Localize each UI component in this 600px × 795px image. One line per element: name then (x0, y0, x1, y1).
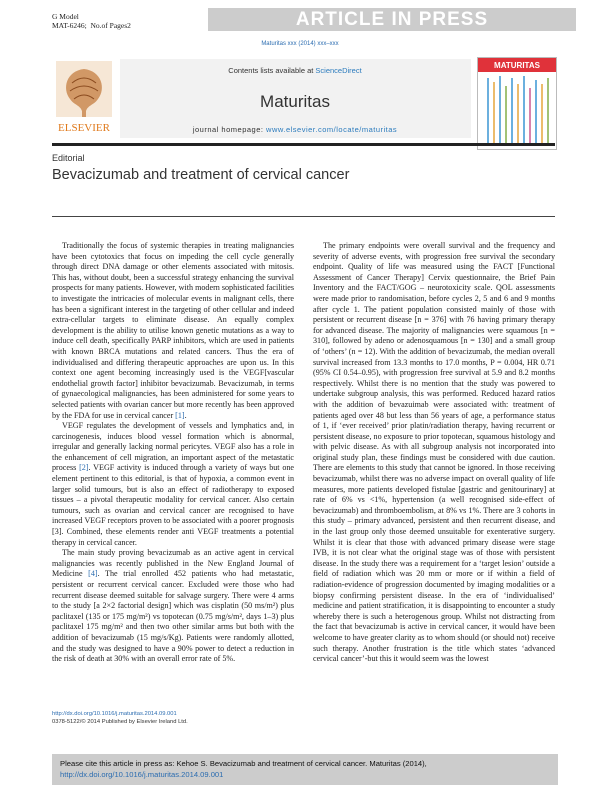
publisher-logo-text: ELSEVIER (58, 122, 110, 134)
journal-reference[interactable]: Maturitas xxx (2014) xxx–xxx (261, 41, 339, 47)
body-column-left (52, 241, 294, 665)
section-label: Editorial (52, 153, 85, 163)
article-code: MAT-6246; No.of Pages2 (52, 21, 131, 30)
contents-line: Contents lists available at ScienceDirect (228, 66, 362, 75)
paragraph: Traditionally the focus of systemic therapies in treating malignancies have been cytotoxics that focus on impeding the cell cycle generally through direct DNA damage or other elements associated with mitosis. This has, without doubt, been a successful strategy enhancing the survival prospects for many patients. However, with modern sophisticated facilities to investigate the intricacies of molecular events in malignant cells, there has been a significant interest in the targeting of other cellular and indeed extra-cellular targets to eliminate disease. An equally complex development is the ability to utilise known genetic mutations as a way to induce cell death, specifically PARP inhibitors, which are used in patients with known BRCA mutations and related cancers. Thus the era of individualised and differing therapeutic approaches are upon us. In this context one agent becoming increasingly used is the VEGF[vascular endothelial growth factor] inhibitor bevacizumab. Bevacizumab, in terms of gynaecological malignancies, has been administered for some years to selected patients with ovarian cancer but more recently has been approved by the FDA for use in cervical cancer [1]. (52, 241, 294, 420)
homepage-link[interactable]: www.elsevier.com/locate/maturitas (266, 125, 398, 134)
citation-link[interactable]: [2] (79, 463, 89, 473)
elsevier-tree-icon (52, 59, 116, 138)
paragraph: VEGF regulates the development of vessels and lymphatics and, in carcinogenesis, induces blood vessel formation which is abnormal, irregular and generally lacking normal pericytes. VEGF also has a role in the enhancement of cell migration, an important aspect of the metastatic process [2]. VEGF activity is induced through a variety of ways but one element pertinent to this editorial, is that of hypoxia, a common event in larger solid tumours, but is also an effect of radiotherapy to exposed tissues – a pivotal therapeutic modality for cervical cancer. Also certain tumours, such as ovarian and cervical cancer are recognised to have increased VEGF receptors proven to be associated with a poorer prognosis [3]. Combined, these elements render anti VEGF treatments a potential therapy in cervical cancer. (52, 421, 295, 547)
citation-doi-link[interactable]: http://dx.doi.org/10.1016/j.maturitas.2014.09.001 (60, 770, 224, 779)
article-title: Bevacizumab and treatment of cervical cancer (52, 167, 350, 183)
sciencedirect-link[interactable]: ScienceDirect (315, 66, 362, 75)
article-footer (52, 710, 188, 726)
journal-name: Maturitas (260, 92, 330, 111)
body-column-right (313, 241, 555, 665)
doi-link[interactable]: http://dx.doi.org/10.1016/j.maturitas.2014.09.001 (52, 711, 177, 717)
journal-homepage: journal homepage: www.elsevier.com/locate/maturitas (192, 125, 398, 134)
citation-link[interactable]: [4] (88, 569, 98, 579)
copyright-line: 0378-5122/© 2014 Published by Elsevier Ireland Ltd. (52, 719, 188, 725)
paragraph: The primary endpoints were overall survival and the frequency and severity of adverse events, with progression free survival the secondary endpoint. Quality of life was measured using the FACT [Functional Assessment of Cancer Therapy] Cervix questionnaire, the Brief Pain Inventory and the FACT/GOG – neurotoxicity scale. QOL assessments were made prior to randomisation, before cycles 2, 5 and 6 and 9 months after cycle 1. The patient population consisted mainly of those with persistent or recurrent disease [n = 376] with 76 having primary therapy for advanced disease. The majority of malignancies were squamous [n = 310], followed by adeno or adenosquamous [n = 130] and a small group of ‘others’ (n = 12). With the addition of bevacizumab, the median overall survival increased from 13.3 months to 17.0 months, P = 0.004, HR 0.71 (95% CI 0.54–0.95), with progression free survival at 5.9 and 8.2 months respectively. Whilst there is no mention that the study was powered to undertake subgroup analysis, this was performed. Reduced hazard ratios with the addition of bevazuimab were associated with: treatment of patients aged over 48 but less than 56 years of age, a performance status of 1, if ‘ever received’ prior platin/radiation therapy, having recurrent or persistent disease, no exposure to prior topotecan, squamous histology and with pelvic disease. As with all subgroup analysis not incorporated into original study plan, these findings must be considered with due caution. There are elements to this study that cannot be ignored. In those receiving bevacizumab, whilst there was no adverse impact on overall quality of life measures, more patients developed fistulae [gastric and genitourinary] at rate of 6% vs <1%, hypertension (a well recognised side-effect of bevacizumab) and thromboembolism, at 8% vs 1%. There are 3 cohorts in this study – primary advanced, persistent and then recurrent disease, and in the last group only those deemed unsuitable for exenterative surgery. Whilst it is clear that those with advanced primary disease were stage IVB, it is not clear what the original stage was of those with persistent disease. In the study there was a requirement for a ‘target lesion’ outside a field of radiation which was 20 mm or more or if within a field of radiation-evidence of progression documented by imaging modalities or a biopsy confirming persistent disease. In the era of ‘individualised’ medicine and patient stratification, it is disappointing to encounter a study whereby there is such a heterogenous group. Whilst not distracting from the fact that bevacizumab is active in cervical cancer, it would have been welcome to have greater clarity as to whom should (or should not) receive such therapy. Another frustration is the title which states ‘advanced cervical cancer’-but this it would seem was the lowest (313, 241, 555, 664)
masthead-divider (52, 143, 555, 146)
model-label: G Model (52, 12, 79, 21)
paragraph: The main study proving bevacizumab as an active agent in cervical malignancies was recently published in the New England Journal of Medicine [4]. The trial enrolled 452 patients who had metastatic, persistent or recurrent cervical cancer. Excluded were those who had recurrent disease deemed suitable for salvage surgery. There were 4 arms to the study [a 2×2 factorial design] which was cisplatin (50 ms/m²) plus paclitaxel (135 or 175 mg/m²) vs topotecan (0.75 mg/s/m², days 1–3) plus paclitaxel 175 mg/m² and then two other similar arms but both with the addition of bevacizumab (15 mg/s/Kg). Patients were randomly allotted, and the study was designed to have a 90% power to detect a reduction in the risk of death at 30% with an overall error rate of 5%. (52, 548, 294, 664)
citation-text: Please cite this article in press as: Kehoe S. Bevacizumab and treatment of cervical cancer. Maturitas (2014), http://dx.doi.org/10.1016/j.maturitas.2014.09.001 (60, 759, 427, 779)
article-in-press-banner: ARTICLE IN PRESS (208, 8, 576, 31)
cover-title: MATURITAS (494, 61, 540, 70)
cover-image-icon (478, 58, 556, 149)
page-count: No.of Pages2 (90, 21, 131, 30)
article-header-info (52, 12, 131, 30)
elsevier-logo[interactable] (52, 59, 116, 138)
citation-link[interactable]: [1] (175, 410, 185, 420)
title-divider (52, 216, 555, 217)
journal-cover[interactable] (477, 57, 557, 150)
